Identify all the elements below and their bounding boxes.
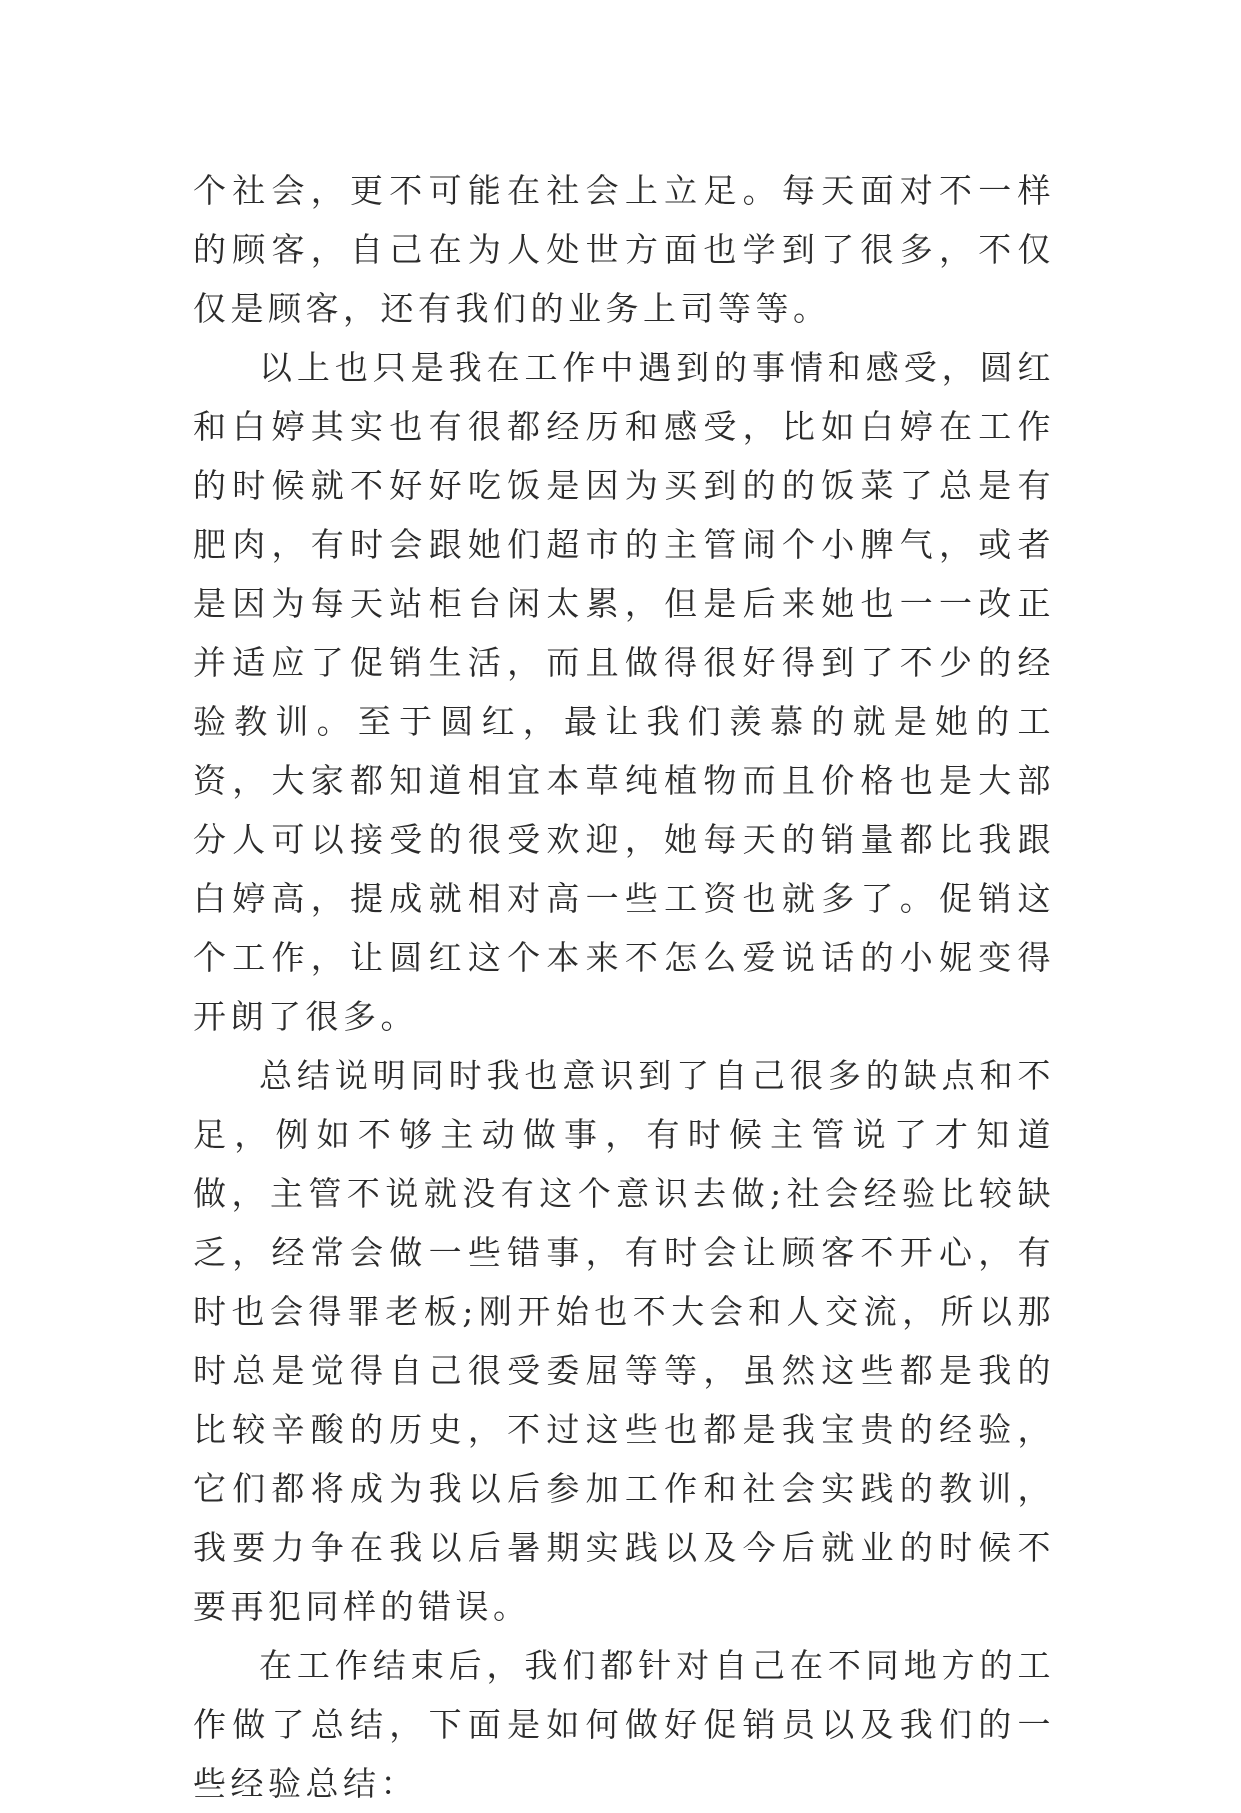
paragraph-3: 总结说明同时我也意识到了自己很多的缺点和不足，例如不够主动做事，有时候主管说了才知道做，主管不说就没有这个意识去做;社会经验比较缺乏，经常会做一些错事，有时会让顾客不开心，有时也会得罪老板;刚开始也不大会和人交流，所以那时总是觉得自己很受委屈等等，虽然这些都是我的比较辛酸的历史，不过这些也都是我宝贵的经验，它们都将成为我以后参加工作和社会实践的教训，我要力争在我以后暑期实践以及今后就业的时候不要再犯同样的错误。: [193, 1056, 1055, 1626]
paragraph-2: 以上也只是我在工作中遇到的事情和感受，圆红和白婷其实也有很都经历和感受，比如白婷在工作的时候就不好好吃饭是因为买到的的饭菜了总是有肥肉，有时会跟她们超市的主管闹个小脾气，或者是因为每天站柜台闲太累，但是后来她也一一改正并适应了促销生活，而且做得很好得到了不少的经验教训。至于圆红，最让我们羡慕的就是她的工资，大家都知道相宜本草纯植物而且价格也是大部分人可以接受的很受欢迎，她每天的销量都比我跟白婷高，提成就相对高一些工资也就多了。促销这个工作，让圆红这个本来不怎么爱说话的小妮变得开朗了很多。: [193, 348, 1055, 1036]
paragraph-1: 个社会，更不可能在社会上立足。每天面对不一样的顾客，自己在为人处世方面也学到了很多，不仅仅是顾客，还有我们的业务上司等等。: [193, 171, 1055, 328]
document-body: [193, 161, 1055, 1813]
paragraph-4: 在工作结束后，我们都针对自己在不同地方的工作做了总结，下面是如何做好促销员以及我们的一些经验总结：: [193, 1646, 1055, 1803]
